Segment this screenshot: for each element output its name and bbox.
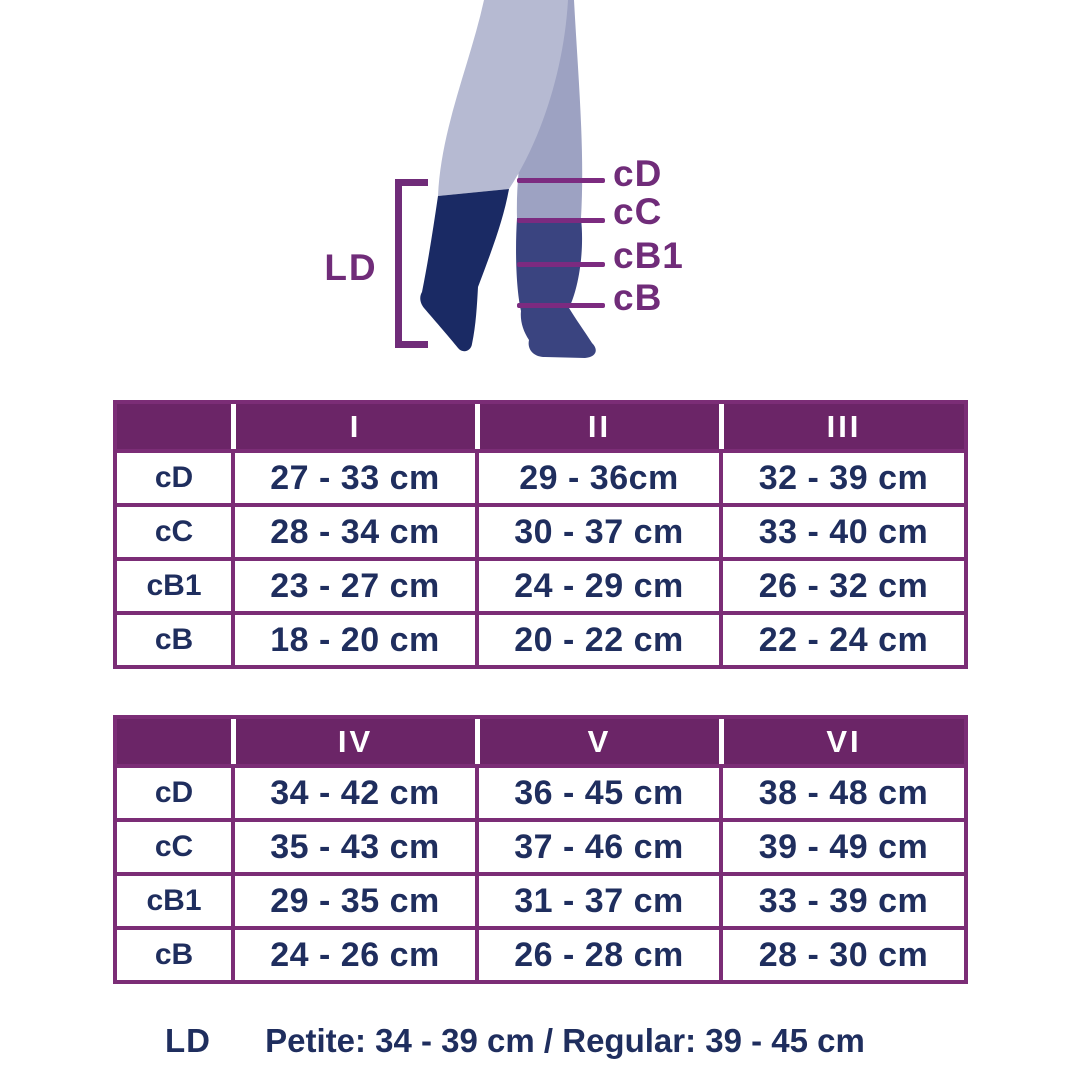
measure-label-cb: cB xyxy=(613,277,663,318)
legs-illustration xyxy=(0,0,1080,370)
table-row xyxy=(117,764,964,818)
table-row xyxy=(117,818,964,872)
column-header: V xyxy=(475,719,719,764)
measure-label-cd: cD xyxy=(613,153,663,194)
measure-line-cb xyxy=(517,303,605,308)
measurement-cell: 31 - 37 cm xyxy=(475,872,719,926)
size-table-2 xyxy=(113,715,968,984)
table-row xyxy=(117,449,964,503)
corner-cell xyxy=(117,404,231,449)
measurement-cell: 37 - 46 cm xyxy=(475,818,719,872)
measurement-cell: 28 - 30 cm xyxy=(719,926,964,980)
row-label: cB xyxy=(117,926,231,980)
size-table-1 xyxy=(113,400,968,669)
table-row xyxy=(117,611,964,665)
column-header: III xyxy=(719,404,964,449)
length-bracket xyxy=(395,179,428,348)
measurement-cell: 20 - 22 cm xyxy=(475,611,719,665)
row-label: cC xyxy=(117,818,231,872)
measurement-cell: 29 - 36cm xyxy=(475,449,719,503)
row-label: cB xyxy=(117,611,231,665)
front-sock xyxy=(420,189,509,351)
measure-line-cd xyxy=(517,178,605,183)
length-label: LD xyxy=(324,247,378,288)
measurement-cell: 22 - 24 cm xyxy=(719,611,964,665)
column-header: VI xyxy=(719,719,964,764)
measurement-cell: 39 - 49 cm xyxy=(719,818,964,872)
footer-ld-label: LD xyxy=(165,1022,211,1059)
measurement-cell: 33 - 39 cm xyxy=(719,872,964,926)
measurement-cell: 36 - 45 cm xyxy=(475,764,719,818)
measurement-cell: 23 - 27 cm xyxy=(231,557,475,611)
header-row xyxy=(117,404,964,449)
measure-line-cb1 xyxy=(517,262,605,267)
row-label: cB1 xyxy=(117,872,231,926)
column-header: IV xyxy=(231,719,475,764)
measure-label-cc: cC xyxy=(613,191,663,232)
header-row xyxy=(117,719,964,764)
column-header: I xyxy=(231,404,475,449)
measure-label-cb1: cB1 xyxy=(613,235,684,276)
measurement-cell: 27 - 33 cm xyxy=(231,449,475,503)
measurement-cell: 33 - 40 cm xyxy=(719,503,964,557)
measurement-cell: 24 - 29 cm xyxy=(475,557,719,611)
measurement-cell: 26 - 32 cm xyxy=(719,557,964,611)
table-row xyxy=(117,926,964,980)
column-header: II xyxy=(475,404,719,449)
back-sock xyxy=(516,218,596,358)
corner-cell xyxy=(117,719,231,764)
measure-line-cc xyxy=(517,218,605,223)
measurement-cell: 30 - 37 cm xyxy=(475,503,719,557)
row-label: cD xyxy=(117,764,231,818)
measurement-cell: 32 - 39 cm xyxy=(719,449,964,503)
table-row xyxy=(117,503,964,557)
measurement-cell: 24 - 26 cm xyxy=(231,926,475,980)
measurement-cell: 28 - 34 cm xyxy=(231,503,475,557)
measurement-cell: 26 - 28 cm xyxy=(475,926,719,980)
row-label: cC xyxy=(117,503,231,557)
footer-length-text: Petite: 34 - 39 cm / Regular: 39 - 45 cm xyxy=(265,1022,865,1059)
measurement-cell: 34 - 42 cm xyxy=(231,764,475,818)
row-label: cD xyxy=(117,449,231,503)
measurement-cell: 35 - 43 cm xyxy=(231,818,475,872)
table-row xyxy=(117,872,964,926)
table-row xyxy=(117,557,964,611)
measurement-cell: 29 - 35 cm xyxy=(231,872,475,926)
measurement-cell: 18 - 20 cm xyxy=(231,611,475,665)
row-label: cB1 xyxy=(117,557,231,611)
measurement-cell: 38 - 48 cm xyxy=(719,764,964,818)
